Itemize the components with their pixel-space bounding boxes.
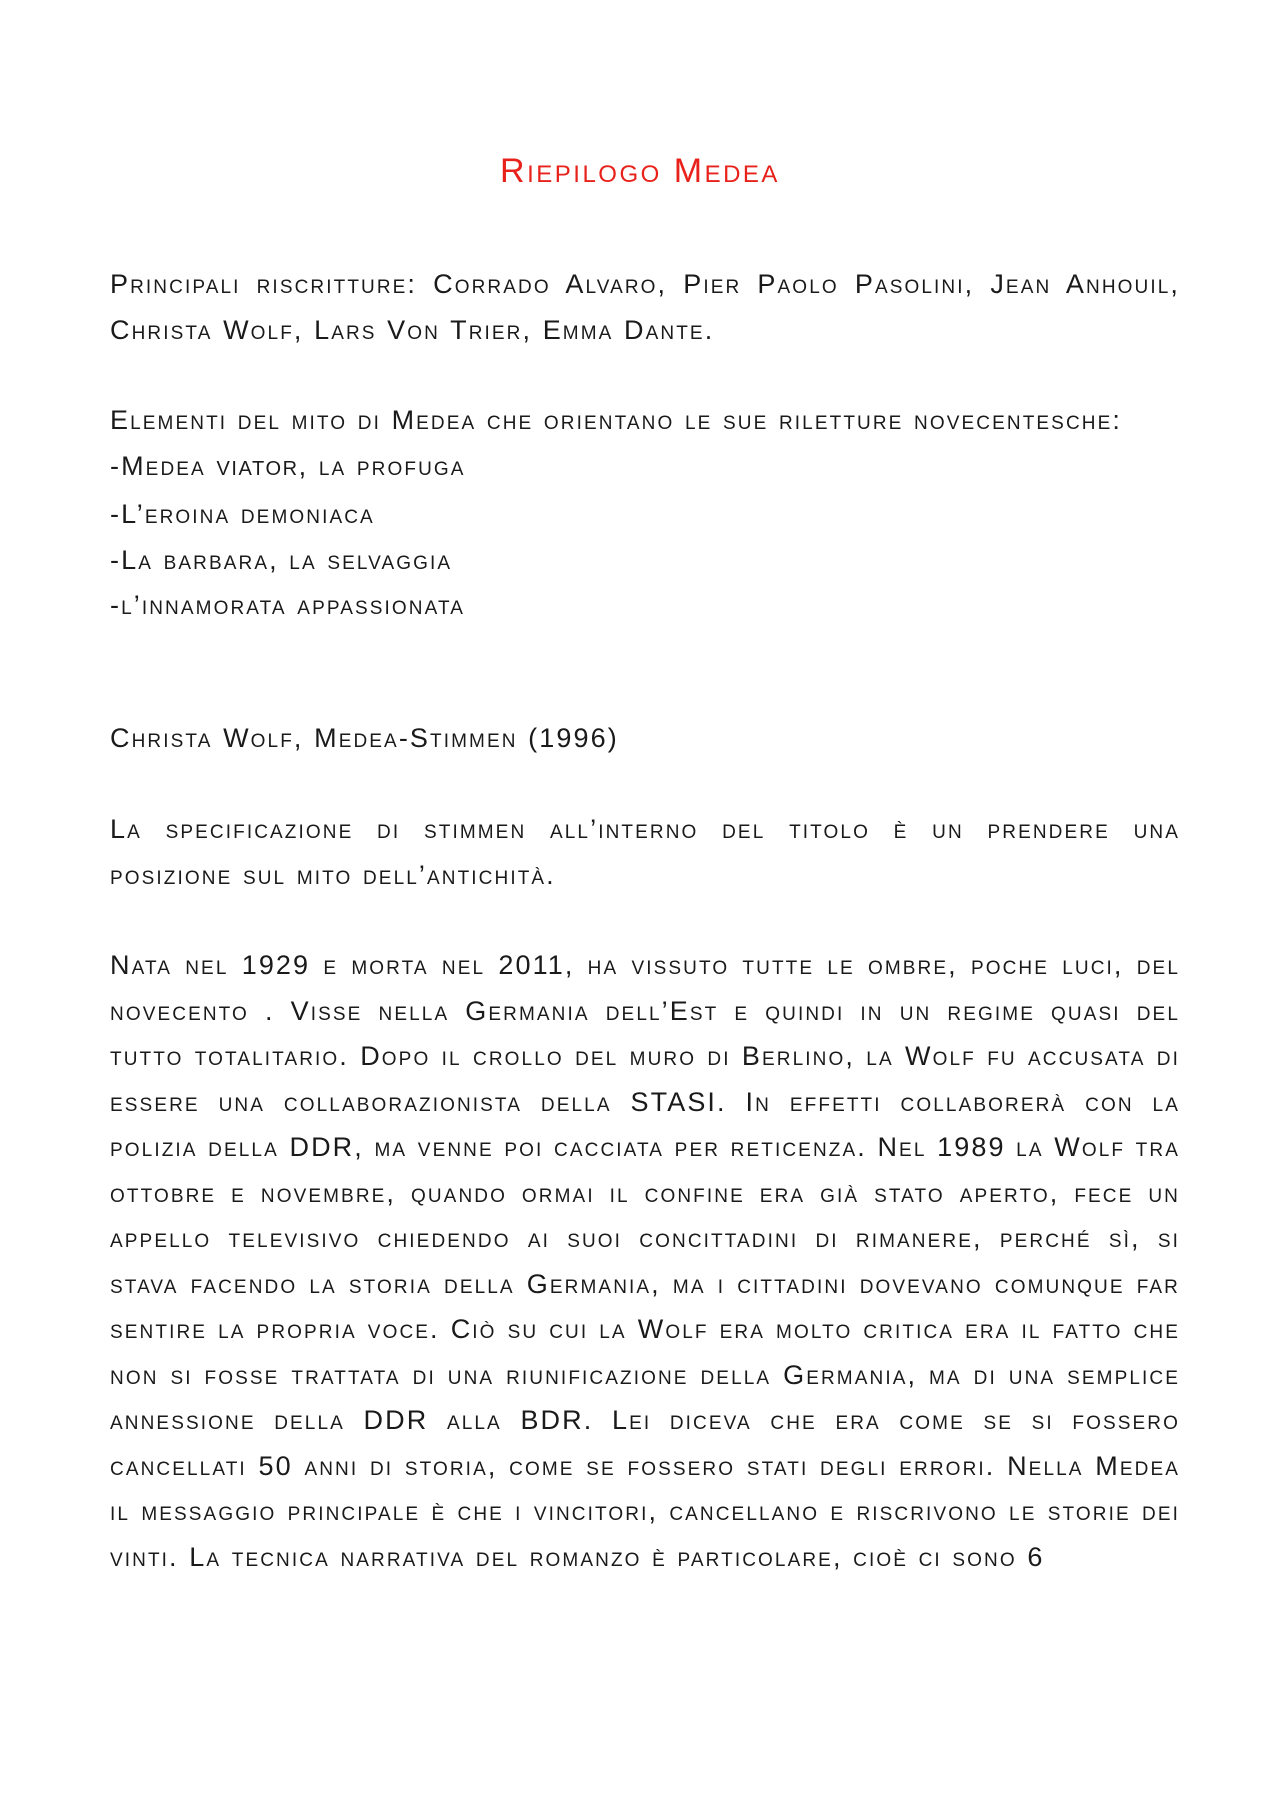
myth-element-item: -L’eroina demoniaca [110, 499, 375, 529]
myth-element-item: -l’innamorata appassionata [110, 590, 466, 620]
myth-elements-intro: Elementi del mito di Medea che orientano le sue riletture novecentesche: [110, 405, 1122, 435]
myth-element-item: -La barbara, la selvaggia [110, 544, 453, 575]
myth-element-item [110, 444, 1180, 493]
work-heading: Christa Wolf, Medea-Stimmen (1996) [110, 723, 619, 753]
stimmen-paragraph: La specificazione di stimmen all’interno del titolo è un prendere una posizione sul mito dell’antichità. [110, 814, 1180, 890]
myth-element-latin: VIATOR [216, 457, 299, 480]
myth-elements-section [110, 398, 1180, 629]
myth-element-suffix: , la profuga [298, 450, 466, 481]
myth-element-prefix: -Medea [110, 450, 217, 481]
biography-paragraph: Nata nel 1929 e morta nel 2011, ha vissuto tutte le ombre, poche luci, del novecento . Visse nella Germania dell’Est e quindi in un regime quasi del tutto totalitario. Dopo il crollo del muro di Berlino, la Wolf fu accusata di essere una collaborazionista della STASI. In effetti collaborerà con la polizia della DDR, ma venne poi cacciata per reticenza. Nel 1989 la Wolf tra ottobre e novembre, quando ormai il confine era già stato aperto, fece un appello televisivo chiedendo ai suoi concittadini di rimanere, perché sì, si stava facendo la storia della Germania, ma i cittadini dovevano comunque far sentire la propria voce. Ciò su cui la Wolf era molto critica era il fatto che non si fosse trattata di una riunificazione della Germania, ma di una semplice annessione della DDR alla BDR. Lei diceva che era come se si fossero cancellati 50 anni di storia, come se fossero stati degli errori. Nella Medea il messaggio principale è che i vincitori, cancellano e riscrivono le storie dei vinti. La tecnica narrativa del romanzo è particolare, cioè ci sono 6 [110, 950, 1180, 1572]
document-title: Riepilogo Medea [500, 152, 780, 190]
rewrites-paragraph: Principali riscritture: Corrado Alvaro, Pier Paolo Pasolini, Jean Anhouil, Christa Wolf, Lars Von Trier, Emma Dante. [110, 269, 1180, 345]
